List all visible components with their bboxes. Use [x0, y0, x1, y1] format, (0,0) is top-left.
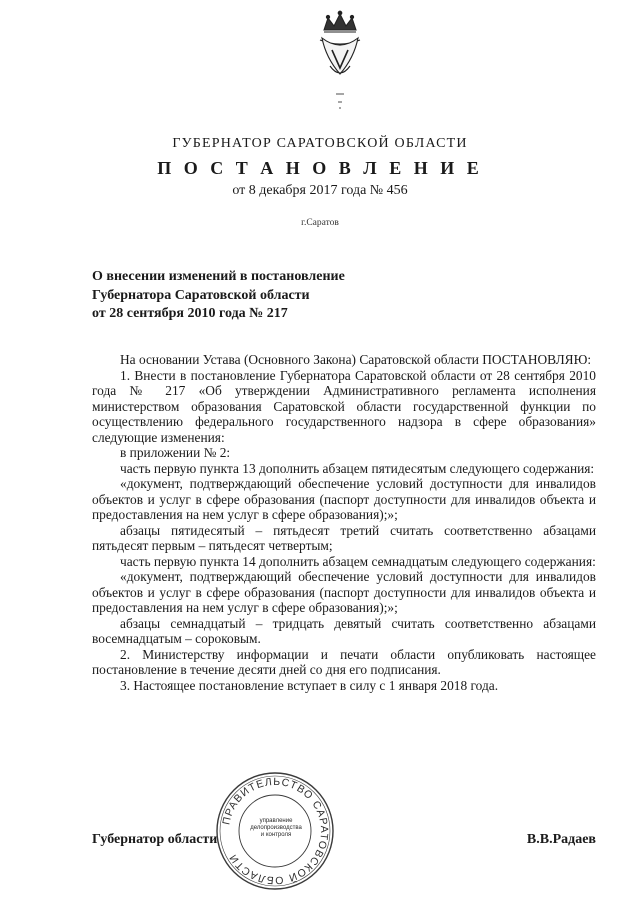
- document-date-number: от 8 декабря 2017 года № 456: [232, 183, 408, 198]
- body-paragraph: «документ, подтверждающий обеспечение условий доступности для инвалидов объектов и услуг в сфере образования (паспорт доступности для инвалидов объекта и предоставления на нем услуг в сфере образования);»;: [92, 476, 596, 522]
- crown-coat-of-arms-icon: [310, 8, 370, 116]
- seal-inner-text: [248, 818, 304, 839]
- body-paragraph: 1. Внести в постановление Губернатора Саратовской области от 28 сентября 2010 года № 217 «Об утверждении Административного регламента исполнения министерством образования Саратовской области государственной функции по осуществлению федерального государственного надзора в сфере образования» следующие изменения:: [92, 367, 596, 445]
- document-subject: [92, 268, 412, 324]
- subject-line: Губернатора Саратовской области: [92, 287, 310, 303]
- body-paragraph: На основании Устава (Основного Закона) Саратовской области ПОСТАНОВЛЯЮ:: [120, 352, 592, 367]
- signatory-name: В.В.Радаев: [526, 832, 596, 847]
- subject-line: от 28 сентября 2010 года № 217: [92, 306, 288, 321]
- body-paragraph: абзацы семнадцатый – тридцать девятый считать соответственно абзацами восемнадцатым – сороковым.: [92, 615, 596, 646]
- subject-line: О внесении изменений в постановление: [92, 269, 345, 284]
- seal-inner-line: и контроля: [260, 832, 292, 838]
- seal-inner-line: управление: [259, 818, 293, 824]
- signatory-position: Губернатор области: [92, 832, 218, 847]
- body-paragraph: 2. Министерству информации и печати области опубликовать настоящее постановление в течение десяти дней со дня его подписания.: [92, 646, 596, 677]
- body-paragraph: 3. Настоящее постановление вступает в силу с 1 января 2018 года.: [120, 677, 499, 693]
- document-body: [92, 352, 596, 693]
- body-paragraph: в приложении № 2:: [120, 445, 231, 460]
- issuing-authority: ГУБЕРНАТОР САРАТОВСКОЙ ОБЛАСТИ: [172, 136, 468, 151]
- body-paragraph: часть первую пункта 13 дополнить абзацем пятидесятым следующего содержания:: [120, 460, 595, 476]
- seal-ring-text: ПРАВИТЕЛЬСТВО САРАТОВСКОЙ ОБЛАСТИ: [220, 775, 331, 887]
- document-place: г.Саратов: [301, 218, 339, 228]
- document-type-title: П О С Т А Н О В Л Е Н И Е: [157, 158, 483, 178]
- body-paragraph: «документ, подтверждающий обеспечение условий доступности для инвалидов объектов и услуг в сфере образования (паспорт доступности для инвалидов объекта и предоставления на нем услуг в сфере образования);»;: [92, 569, 596, 615]
- body-paragraph: абзацы пятидесятый – пятьдесят третий считать соответственно абзацами пятьдесят первым – пятьдесят четвертым;: [92, 522, 596, 553]
- seal-inner-line: делопроизводства: [250, 825, 302, 831]
- body-paragraph: часть первую пункта 14 дополнить абзацем семнадцатым следующего содержания:: [120, 553, 596, 569]
